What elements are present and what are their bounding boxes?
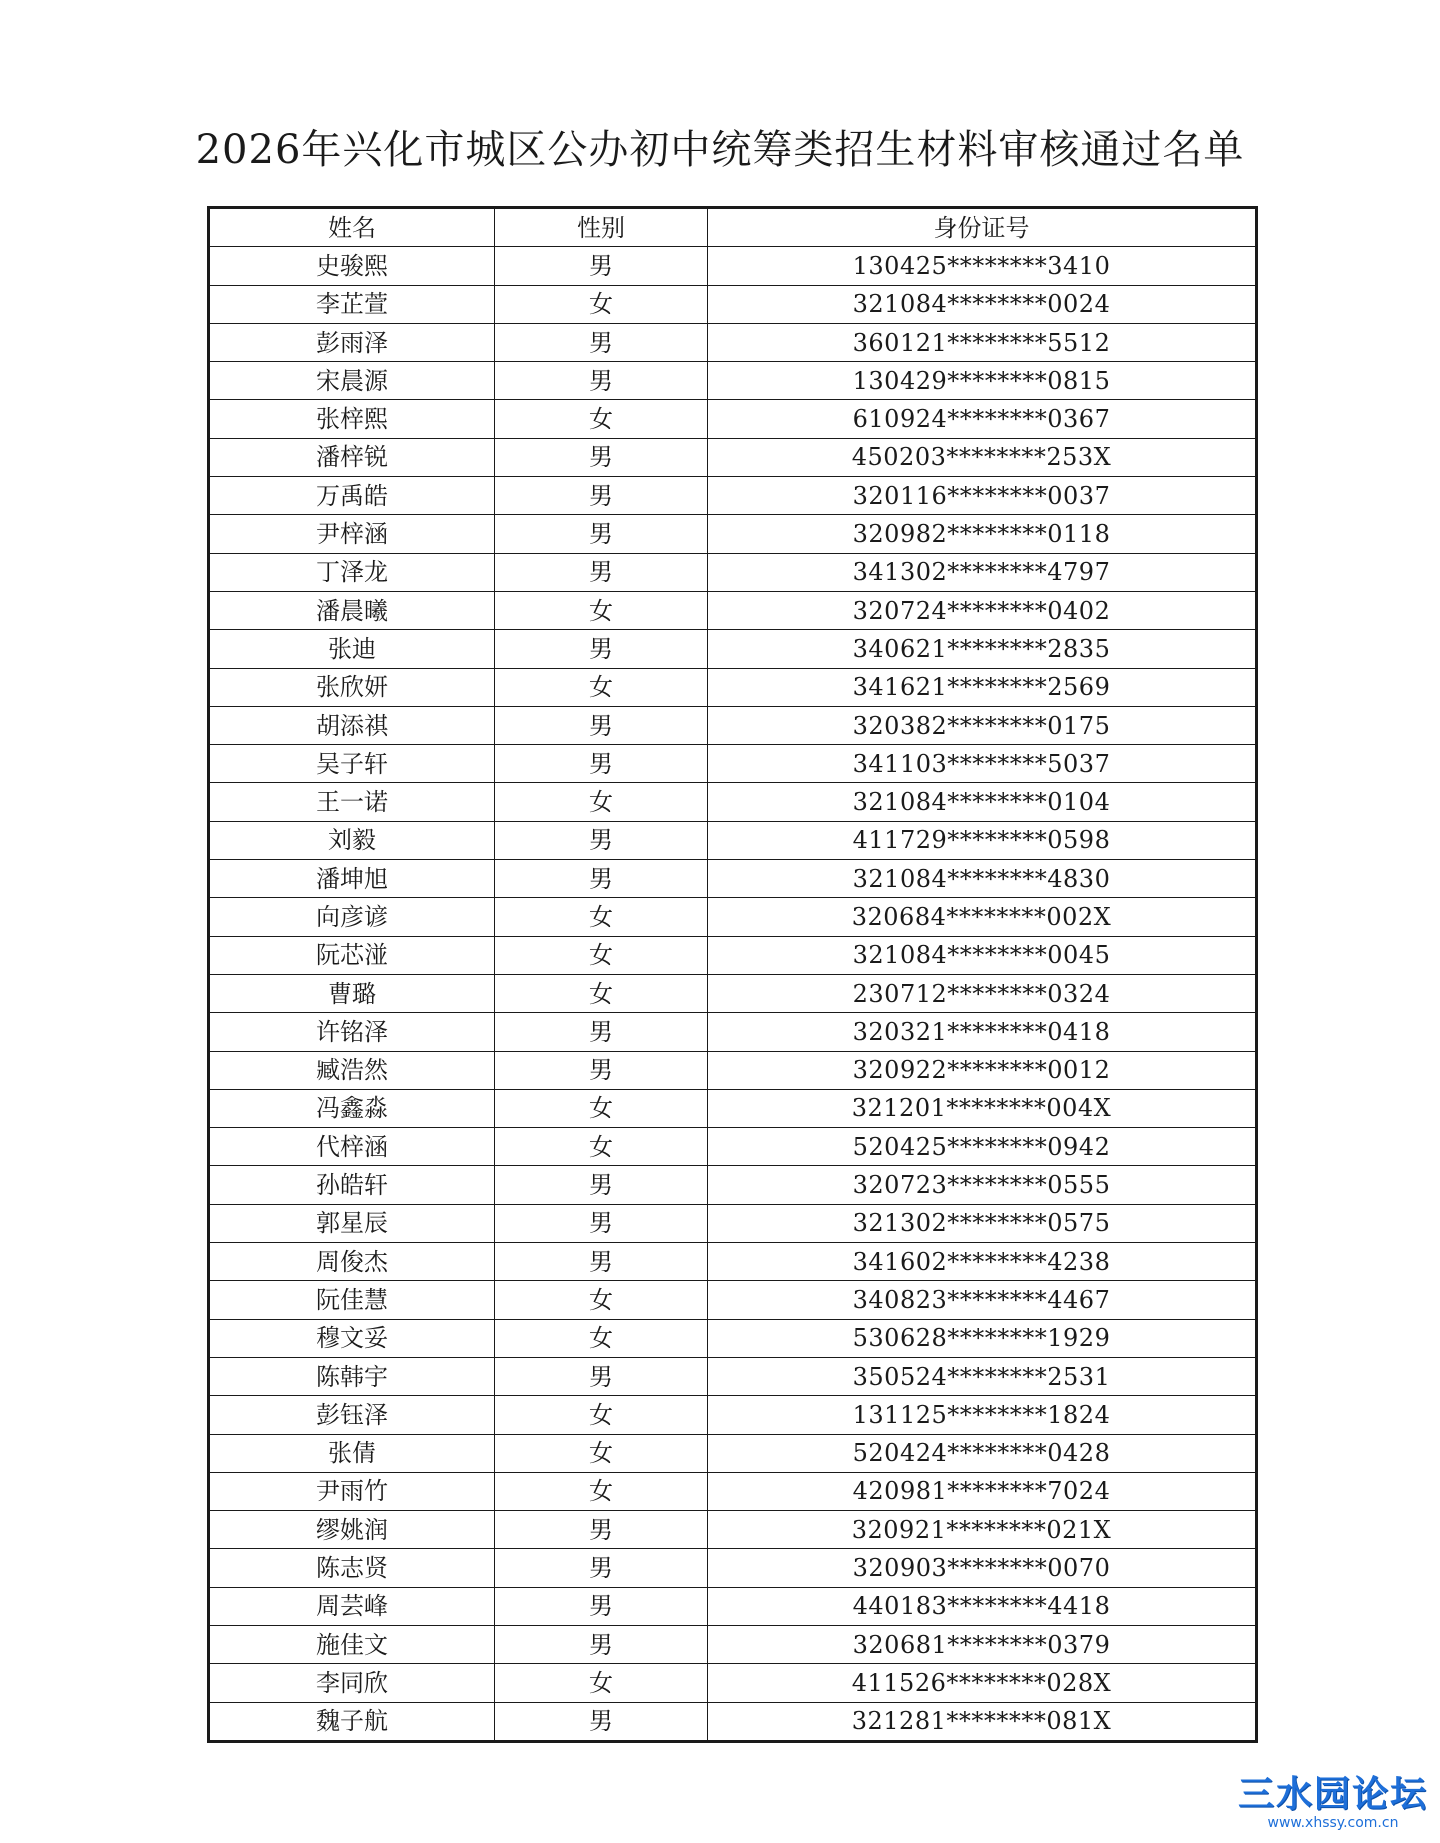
cell-name: 陈韩宇 [209,1357,495,1395]
table-row [209,668,1257,706]
cell-gender: 女 [495,1128,708,1166]
cell-gender: 男 [495,477,708,515]
table-row [209,898,1257,936]
cell-name: 代梓涵 [209,1128,495,1166]
forum-watermark [1238,1774,1429,1831]
cell-gender: 男 [495,706,708,744]
cell-gender: 男 [495,860,708,898]
cell-id-number: 411729********0598 [708,821,1257,859]
cell-gender: 女 [495,898,708,936]
document-title: 2026年兴化市城区公办初中统筹类招生材料审核通过名单 [195,127,1245,173]
cell-id-number: 320382********0175 [708,706,1257,744]
table-row [209,1357,1257,1395]
cell-id-number: 520424********0428 [708,1434,1257,1472]
cell-name: 阮佳慧 [209,1281,495,1319]
cell-id-number: 340823********4467 [708,1281,1257,1319]
cell-name: 阮芯湴 [209,936,495,974]
table-row [209,745,1257,783]
cell-id-number: 450203********253X [708,438,1257,476]
cell-name: 李同欣 [209,1664,495,1702]
table-row [209,1549,1257,1587]
cell-name: 宋晨源 [209,362,495,400]
table-row [209,630,1257,668]
cell-name: 尹梓涵 [209,515,495,553]
table-row [209,1472,1257,1510]
cell-name: 彭雨泽 [209,323,495,361]
cell-id-number: 130425********3410 [708,247,1257,285]
cell-name: 冯鑫淼 [209,1089,495,1127]
cell-id-number: 320724********0402 [708,591,1257,629]
table-body [209,247,1257,1742]
table-row [209,1511,1257,1549]
cell-id-number: 320684********002X [708,898,1257,936]
cell-gender: 男 [495,1511,708,1549]
cell-id-number: 350524********2531 [708,1357,1257,1395]
cell-id-number: 320723********0555 [708,1166,1257,1204]
cell-id-number: 320982********0118 [708,515,1257,553]
table-row [209,860,1257,898]
cell-gender: 男 [495,1051,708,1089]
cell-id-number: 530628********1929 [708,1319,1257,1357]
cell-id-number: 341103********5037 [708,745,1257,783]
cell-id-number: 341602********4238 [708,1243,1257,1281]
cell-gender: 男 [495,1166,708,1204]
table-row [209,1702,1257,1741]
table-row [209,1013,1257,1051]
table-row [209,591,1257,629]
cell-id-number: 321201********004X [708,1089,1257,1127]
table-row [209,706,1257,744]
cell-gender: 男 [495,553,708,591]
cell-name: 王一诺 [209,783,495,821]
column-header-gender: 性别 [495,208,708,247]
cell-gender: 女 [495,1281,708,1319]
cell-gender: 女 [495,1434,708,1472]
cell-gender: 男 [495,362,708,400]
table-row [209,1051,1257,1089]
table-row [209,553,1257,591]
cell-id-number: 520425********0942 [708,1128,1257,1166]
table-header-row [209,208,1257,247]
cell-name: 陈志贤 [209,1549,495,1587]
cell-name: 潘晨曦 [209,591,495,629]
cell-name: 臧浩然 [209,1051,495,1089]
cell-gender: 女 [495,974,708,1012]
cell-id-number: 440183********4418 [708,1587,1257,1625]
table-row [209,285,1257,323]
cell-gender: 男 [495,323,708,361]
cell-gender: 男 [495,1013,708,1051]
cell-gender: 女 [495,668,708,706]
cell-gender: 女 [495,285,708,323]
cell-id-number: 130429********0815 [708,362,1257,400]
table-row [209,1625,1257,1663]
table-row [209,821,1257,859]
table-row [209,400,1257,438]
cell-gender: 男 [495,1243,708,1281]
watermark-url: www.xhssy.com.cn [1267,1815,1399,1831]
column-header-id-number: 身份证号 [708,208,1257,247]
cell-id-number: 321084********0045 [708,936,1257,974]
cell-gender: 男 [495,1204,708,1242]
cell-id-number: 320321********0418 [708,1013,1257,1051]
cell-gender: 男 [495,247,708,285]
cell-gender: 男 [495,1625,708,1663]
table-row [209,1089,1257,1127]
cell-name: 孙皓轩 [209,1166,495,1204]
table-row [209,974,1257,1012]
table-row [209,1166,1257,1204]
cell-name: 张梓熙 [209,400,495,438]
cell-id-number: 341621********2569 [708,668,1257,706]
cell-gender: 男 [495,438,708,476]
column-header-name: 姓名 [209,208,495,247]
cell-name: 张欣妍 [209,668,495,706]
cell-id-number: 321084********0104 [708,783,1257,821]
cell-gender: 男 [495,1549,708,1587]
table-row [209,362,1257,400]
table-row [209,1587,1257,1625]
cell-name: 缪姚润 [209,1511,495,1549]
cell-name: 潘梓锐 [209,438,495,476]
cell-name: 张迪 [209,630,495,668]
cell-name: 吴子轩 [209,745,495,783]
cell-name: 郭星辰 [209,1204,495,1242]
cell-id-number: 230712********0324 [708,974,1257,1012]
approved-list-table [207,206,1258,1743]
cell-name: 曹璐 [209,974,495,1012]
cell-id-number: 411526********028X [708,1664,1257,1702]
table-row [209,936,1257,974]
cell-name: 彭钰泽 [209,1396,495,1434]
cell-gender: 男 [495,745,708,783]
cell-gender: 男 [495,1357,708,1395]
cell-name: 刘毅 [209,821,495,859]
cell-name: 李芷萱 [209,285,495,323]
table-row [209,438,1257,476]
cell-id-number: 360121********5512 [708,323,1257,361]
cell-name: 尹雨竹 [209,1472,495,1510]
cell-gender: 女 [495,1089,708,1127]
cell-name: 丁泽龙 [209,553,495,591]
table-row [209,1128,1257,1166]
cell-name: 周俊杰 [209,1243,495,1281]
table-row [209,1434,1257,1472]
cell-gender: 女 [495,1664,708,1702]
cell-gender: 男 [495,1702,708,1741]
cell-gender: 女 [495,1472,708,1510]
cell-name: 魏子航 [209,1702,495,1741]
cell-id-number: 321084********4830 [708,860,1257,898]
cell-id-number: 340621********2835 [708,630,1257,668]
cell-name: 向彦谚 [209,898,495,936]
table-row [209,1204,1257,1242]
cell-name: 许铭泽 [209,1013,495,1051]
cell-name: 潘坤旭 [209,860,495,898]
cell-id-number: 420981********7024 [708,1472,1257,1510]
table-row [209,1664,1257,1702]
cell-gender: 女 [495,591,708,629]
cell-gender: 男 [495,821,708,859]
cell-gender: 女 [495,400,708,438]
cell-name: 施佳文 [209,1625,495,1663]
cell-name: 史骏熙 [209,247,495,285]
table-row [209,1319,1257,1357]
table-row [209,515,1257,553]
cell-gender: 女 [495,783,708,821]
table-row [209,477,1257,515]
table-row [209,1396,1257,1434]
cell-id-number: 320116********0037 [708,477,1257,515]
cell-name: 张倩 [209,1434,495,1472]
table-row [209,1243,1257,1281]
cell-id-number: 610924********0367 [708,400,1257,438]
watermark-logo: 三水园论坛 [1238,1774,1429,1815]
cell-id-number: 320903********0070 [708,1549,1257,1587]
cell-name: 周芸峰 [209,1587,495,1625]
cell-gender: 女 [495,1396,708,1434]
cell-id-number: 320681********0379 [708,1625,1257,1663]
cell-name: 穆文妥 [209,1319,495,1357]
table-row [209,323,1257,361]
cell-name: 胡添祺 [209,706,495,744]
cell-gender: 男 [495,1587,708,1625]
cell-name: 万禹皓 [209,477,495,515]
table-row [209,783,1257,821]
cell-id-number: 321084********0024 [708,285,1257,323]
cell-gender: 男 [495,515,708,553]
cell-id-number: 341302********4797 [708,553,1257,591]
cell-id-number: 321302********0575 [708,1204,1257,1242]
cell-id-number: 320922********0012 [708,1051,1257,1089]
cell-gender: 女 [495,936,708,974]
cell-id-number: 321281********081X [708,1702,1257,1741]
cell-gender: 男 [495,630,708,668]
table-row [209,247,1257,285]
table-row [209,1281,1257,1319]
cell-gender: 女 [495,1319,708,1357]
cell-id-number: 320921********021X [708,1511,1257,1549]
cell-id-number: 131125********1824 [708,1396,1257,1434]
